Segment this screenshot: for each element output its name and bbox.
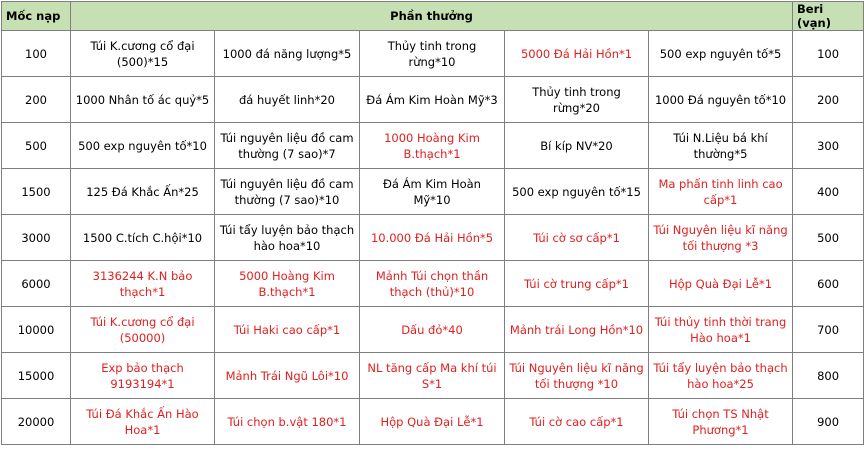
cell-reward: Túi cờ cao cấp*1	[505, 399, 649, 445]
cell-reward: Dấu đỏ*40	[360, 307, 505, 353]
cell-reward: Túi thủy tinh thời trang Hào hoa*1	[649, 307, 793, 353]
cell-reward: Túi Nguyên liệu kĩ năng tối thượng *3	[649, 215, 793, 261]
header-row	[2, 2, 864, 31]
cell-reward: Túi Haki cao cấp*1	[215, 307, 360, 353]
table-row	[2, 169, 864, 215]
cell-reward: 500 exp nguyên tố*5	[649, 31, 793, 77]
cell-reward: Túi tẩy luyện bảo thạch hào hoa*25	[649, 353, 793, 399]
cell-beri: 100	[793, 31, 864, 77]
cell-beri: 600	[793, 261, 864, 307]
cell-reward: 5000 Đá Hải Hồn*1	[505, 31, 649, 77]
cell-reward: Túi nguyên liệu đồ cam thường (7 sao)*10	[215, 169, 360, 215]
cell-moc-nap: 1500	[2, 169, 71, 215]
table-row	[2, 399, 864, 445]
cell-reward: Túi chọn TS Nhật Phương*1	[649, 399, 793, 445]
cell-moc-nap: 3000	[2, 215, 71, 261]
header-phan-thuong: Phần thưởng	[71, 2, 793, 31]
table-row	[2, 261, 864, 307]
cell-moc-nap: 20000	[2, 399, 71, 445]
cell-beri: 300	[793, 123, 864, 169]
cell-reward: 500 exp nguyên tố*15	[505, 169, 649, 215]
cell-reward: 10.000 Đá Hải Hồn*5	[360, 215, 505, 261]
cell-reward: 125 Đá Khắc Ấn*25	[71, 169, 215, 215]
cell-reward: 1500 C.tích C.hội*10	[71, 215, 215, 261]
cell-moc-nap: 500	[2, 123, 71, 169]
cell-reward: Túi cờ sơ cấp*1	[505, 215, 649, 261]
cell-reward: Túi N.Liệu bá khí thường*5	[649, 123, 793, 169]
cell-reward: Túi nguyên liệu đồ cam thường (7 sao)*7	[215, 123, 360, 169]
cell-reward: Exp bảo thạch 9193194*1	[71, 353, 215, 399]
cell-moc-nap: 10000	[2, 307, 71, 353]
cell-reward: Thủy tinh trong rừng*20	[505, 77, 649, 123]
table-row	[2, 307, 864, 353]
cell-moc-nap: 100	[2, 31, 71, 77]
cell-reward: Mảnh Trái Ngũ Lôi*10	[215, 353, 360, 399]
table-row	[2, 215, 864, 261]
cell-reward: Đá Ám Kim Hoàn Mỹ*10	[360, 169, 505, 215]
cell-reward: Đá Ám Kim Hoàn Mỹ*3	[360, 77, 505, 123]
cell-reward: 1000 đá năng lượng*5	[215, 31, 360, 77]
cell-reward: Túi cờ trung cấp*1	[505, 261, 649, 307]
header-beri: Beri (vạn)	[793, 2, 864, 31]
cell-beri: 700	[793, 307, 864, 353]
cell-reward: đá huyết linh*20	[215, 77, 360, 123]
cell-reward: Thủy tinh trong rừng*10	[360, 31, 505, 77]
cell-moc-nap: 15000	[2, 353, 71, 399]
table-row	[2, 31, 864, 77]
cell-reward: NL tăng cấp Ma khí túi S*1	[360, 353, 505, 399]
cell-reward: 500 exp nguyên tố*10	[71, 123, 215, 169]
cell-reward: 3136244 K.N bảo thạch*1	[71, 261, 215, 307]
cell-reward: 1000 Hoàng Kim B.thạch*1	[360, 123, 505, 169]
cell-reward: 1000 Đá nguyên tố*10	[649, 77, 793, 123]
cell-beri: 500	[793, 215, 864, 261]
cell-reward: Túi K.cương cổ đại (500)*15	[71, 31, 215, 77]
cell-reward: Túi Đá Khắc Ấn Hào Hoa*1	[71, 399, 215, 445]
cell-reward: 5000 Hoàng Kim B.thạch*1	[215, 261, 360, 307]
table-row	[2, 123, 864, 169]
table-row	[2, 77, 864, 123]
cell-moc-nap: 200	[2, 77, 71, 123]
cell-reward: Túi K.cương cổ đại (50000)	[71, 307, 215, 353]
cell-reward: Túi Nguyên liệu kĩ năng tối thượng *10	[505, 353, 649, 399]
table-row	[2, 353, 864, 399]
header-moc-nap: Mốc nạp	[2, 2, 71, 31]
cell-moc-nap: 6000	[2, 261, 71, 307]
cell-reward: Mảnh Túi chọn thần thạch (thủ)*10	[360, 261, 505, 307]
cell-reward: Bí kíp NV*20	[505, 123, 649, 169]
cell-beri: 200	[793, 77, 864, 123]
cell-reward: 1000 Nhân tố ác quỷ*5	[71, 77, 215, 123]
table-body	[2, 31, 864, 445]
cell-reward: Túi tẩy luyện bảo thạch hào hoa*10	[215, 215, 360, 261]
cell-beri: 800	[793, 353, 864, 399]
cell-reward: Ma phấn tinh linh cao cấp*1	[649, 169, 793, 215]
cell-beri: 400	[793, 169, 864, 215]
reward-table	[1, 1, 864, 445]
cell-reward: Hộp Quà Đại Lễ*1	[360, 399, 505, 445]
cell-reward: Túi chọn b.vật 180*1	[215, 399, 360, 445]
cell-reward: Mảnh trái Long Hồn*10	[505, 307, 649, 353]
cell-beri: 900	[793, 399, 864, 445]
cell-reward: Hộp Quà Đại Lễ*1	[649, 261, 793, 307]
